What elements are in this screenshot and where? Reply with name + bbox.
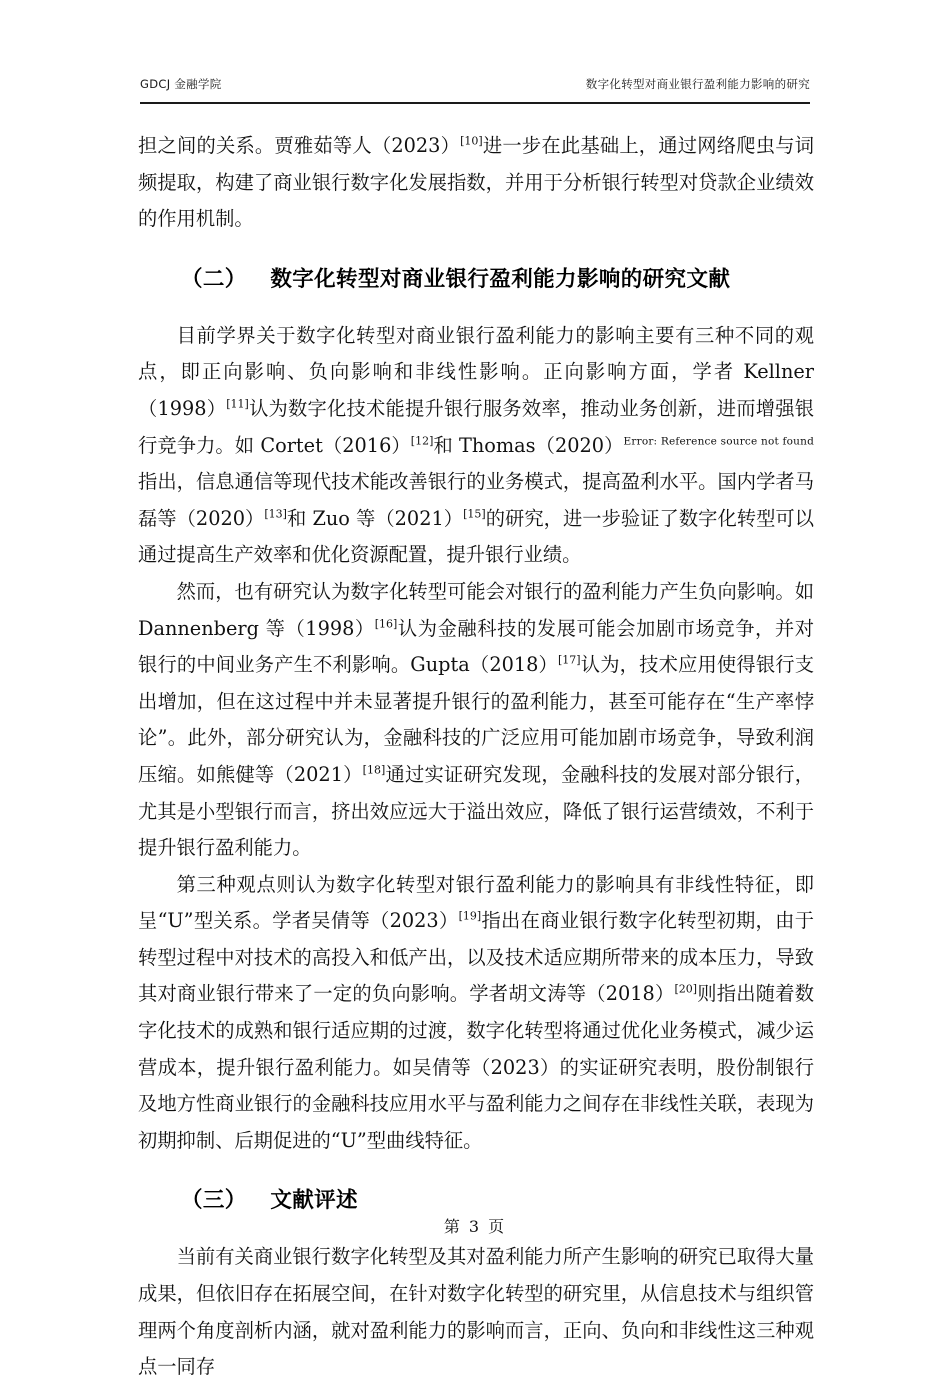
para-text: 认为金融科技的发展可能会加剧市场竞争，并对银行的中间业务产生不利影响。Gupta（2018） (138, 616, 814, 677)
citation-ref: [20] (674, 983, 698, 997)
para-text: 指出，信息通信等现代技术能改善银行的业务模式，提高盈利水平。国内学者马磊等（2020） (138, 470, 814, 530)
para-text: 担之间的关系。贾雅茹等人（2023） (138, 134, 461, 157)
section-number: （三） (181, 1188, 247, 1214)
spacer (138, 1159, 814, 1181)
section-title: 数字化转型对商业银行盈利能力影响的研究文献 (270, 266, 731, 292)
section-number: （二） (181, 266, 247, 292)
para-text: 和 Zuo 等（2021） (286, 506, 464, 530)
citation-ref: [17] (558, 653, 581, 667)
reference-error-text: Error: Reference source not found (623, 435, 815, 448)
page-footer (0, 1214, 950, 1237)
citation-ref: [16] (374, 617, 398, 631)
header-thesis-title: 数字化转型对商业银行盈利能力影响的研究 (585, 77, 810, 91)
paragraph-continued (138, 128, 814, 238)
paragraph-positive-view (138, 318, 814, 574)
para-text: 和 Thomas（2020） (433, 433, 624, 457)
citation-ref: [15] (463, 507, 486, 521)
para-text: 的研究，进一步验证了数字化转型可以通过提高生产效率和优化资源配置，提升银行业绩。 (138, 506, 814, 567)
spacer (138, 300, 814, 318)
para-text: 认为，技术应用使得银行支出增加，但在这过程中并未显著提升银行的盈利能力，甚至可能存在“生产率悖论”。此外，部分研究认为，金融科技的广泛应用可能加剧市场竞争，导致利润压缩。如熊健等（2021） (138, 653, 815, 786)
para-text: 认为数字化技术能提升银行服务效率，推动业务创新，进而增强银行竞争力。如 Cortet（2016） (138, 396, 815, 457)
citation-ref: [13] (264, 507, 287, 521)
page-number-label: 第 3 页 (443, 1217, 507, 1236)
paragraph-nonlinear-view (138, 867, 814, 1160)
para-text: 第三种观点则认为数字化转型对银行盈利能力的影响具有非线性特征，即呈“U”型关系。学者吴倩等（2023） (138, 872, 814, 933)
section-heading-two (138, 260, 814, 300)
para-text: 则指出随着数字化技术的成熟和银行适应期的过渡，数字化转型将通过优化业务模式，减少运营成本，提升银行盈利能力。如吴倩等（2023）的实证研究表明，股份制银行及地方性商业银行的金融科技应用水平与盈利能力之间存在非线性关联，表现为初期抑制、后期促进的“U”型曲线特征。 (138, 982, 814, 1152)
header-institution: GDCJ 金融学院 (140, 77, 222, 91)
para-text: 通过实证研究发现，金融科技的发展对部分银行，尤其是小型银行而言，挤出效应远大于溢出效应，降低了银行运营绩效，不利于提升银行盈利能力。 (138, 762, 814, 860)
paragraph-negative-view (138, 574, 814, 867)
section-title: 文献评述 (270, 1188, 358, 1214)
para-text: 指出在商业银行数字化转型初期，由于转型过程中对技术的高投入和低产出，以及技术适应期所带来的成本压力，导致其对商业银行带来了一定的负向影响。学者胡文涛等（2018） (138, 909, 814, 1006)
para-text: 然而，也有研究认为数字化转型可能会对银行的盈利能力产生负向影响。如 Dannenberg 等（1998） (138, 579, 814, 640)
para-text: 当前有关商业银行数字化转型及其对盈利能力所产生影响的研究已取得大量成果，但依旧存在拓展空间，在针对数字化转型的研究里，从信息技术与组织管理两个角度剖析内涵，就对盈利能力的影响而言，正向、负向和非线性这三种观点一同存 (138, 1245, 814, 1379)
citation-ref: [12] (410, 434, 434, 448)
document-body (138, 128, 814, 1386)
citation-ref: [11] (226, 397, 249, 411)
paragraph-literature-review (138, 1239, 814, 1385)
para-text: 目前学界关于数字化转型对商业银行盈利能力的影响主要有三种不同的观点，即正向影响、负向影响和非线性影响。正向影响方面，学者 Kellner（1998） (138, 323, 814, 420)
citation-ref: [18] (362, 763, 386, 777)
citation-ref: [19] (458, 909, 482, 923)
para-text: 进一步在此基础上，通过网络爬虫与词频提取，构建了商业银行数字化发展指数，并用于分析银行转型对贷款企业绩效的作用机制。 (138, 134, 814, 231)
header-divider (140, 102, 810, 104)
spacer (138, 238, 814, 260)
citation-ref: [10] (460, 134, 483, 148)
